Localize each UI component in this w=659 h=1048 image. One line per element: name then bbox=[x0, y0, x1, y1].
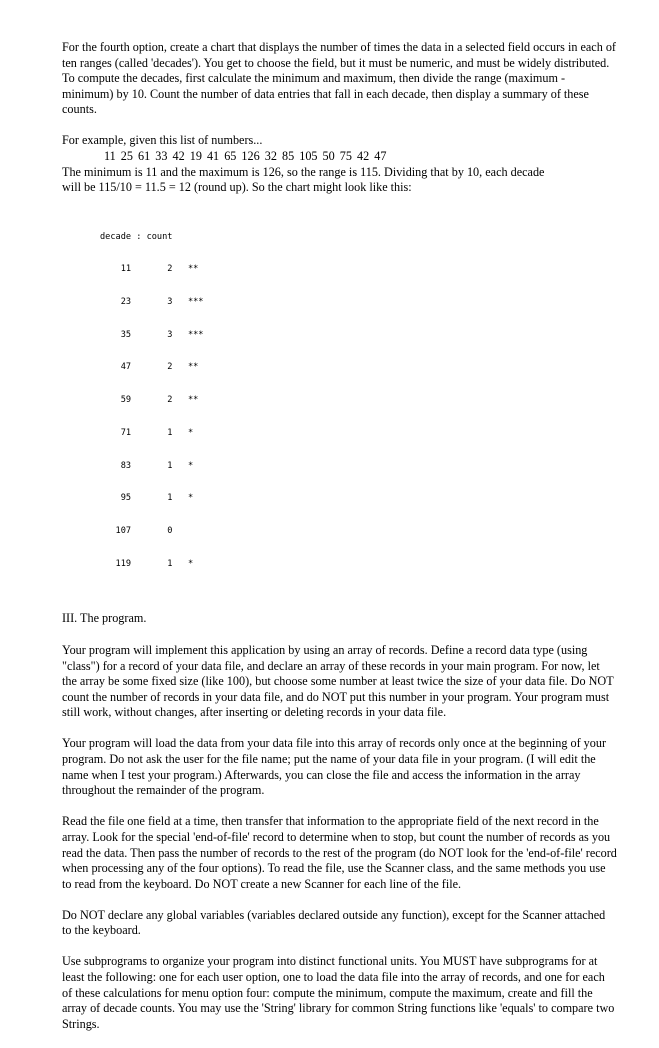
intro-paragraph: For the fourth option, create a chart that displays the number of times the data in a selected field occurs in each of ten ranges (called 'decades'). You get to choose the field, but it must be numeric, and must be widely distributed. To compute the decades, first calculate the minimum and maximum, then divide the range (maximum - minimum) by 10. Count the number of data entries that fall in each decade, then display a summary of these counts. bbox=[62, 40, 616, 117]
chart-row: 95 1 * bbox=[100, 493, 194, 504]
chart-row: 23 3 *** bbox=[100, 297, 204, 308]
global-variables-paragraph: Do NOT declare any global variables (variables declared outside any function), except for the Scanner attached to the keyboard. bbox=[62, 907, 606, 938]
example-block bbox=[62, 133, 617, 195]
min-max-line-2: will be 115/10 = 11.5 = 12 (round up). So the chart might look like this: bbox=[62, 180, 412, 195]
min-max-line-1: The minimum is 11 and the maximum is 126, so the range is 115. Dividing that by 10, each decade bbox=[62, 164, 545, 179]
section-heading: III. The program. bbox=[62, 611, 147, 626]
load-data-paragraph: Your program will load the data from your data file into this array of records only once at the beginning of your program. Do not ask the user for the file name; put the name of your data file in your program. (I will edit the name when I test your program.) Afterwards, you can close the file and access the information in the array throughout the remainder of the program. bbox=[62, 736, 607, 798]
chart-row: 59 2 ** bbox=[100, 395, 199, 406]
record-array-paragraph: Your program will implement this application by using an array of records. Define a record data type (using "class") for a record of your data file, and declare an array of these records in your main program. For now, let the array be some fixed size (like 100), but choose some number at least twice the size of your data file. Do NOT count the number of records in your data file, and do NOT put this number in your program. Your program must still work, without changes, after inserting or deleting records in your data file. bbox=[62, 642, 614, 720]
chart-row: 119 1 * bbox=[100, 558, 194, 569]
chart-header: decade : count bbox=[100, 231, 173, 242]
number-list: 11 25 61 33 42 19 41 65 126 32 85 105 50 75 42 47 bbox=[104, 149, 387, 164]
chart-row: 107 0 bbox=[100, 525, 173, 536]
document-page bbox=[62, 40, 617, 1048]
chart-row: 47 2 ** bbox=[100, 362, 199, 373]
example-label: For example, given this list of numbers... bbox=[62, 133, 263, 148]
chart-row: 83 1 * bbox=[100, 460, 194, 471]
chart-row: 35 3 *** bbox=[100, 329, 204, 340]
subprograms-paragraph: Use subprograms to organize your program into distinct functional units. You MUST have subprograms for at least the following: one for each user option, one to load the data file into the array of records, and one for each of these calculations for menu option four: compute the minimum, compute the maximum, create and fill the array of decade counts. You may use the 'String' library for common String functions like 'equals' to compare two Strings. bbox=[62, 954, 615, 1031]
chart-row: 11 2 ** bbox=[100, 264, 199, 275]
read-file-paragraph: Read the file one field at a time, then transfer that information to the appropriate field of the next record in the array. Look for the special 'end-of-file' record to determine when to stop, but count the number of records as you read the data. Then pass the number of records to the rest of the program (do NOT look for the 'end-of-file' record when processing any of the four options). To read the file, use the Scanner class, and the same methods you use to read from the keyboard. Do NOT create a new Scanner for each line of the file. bbox=[62, 814, 617, 891]
chart-row: 71 1 * bbox=[100, 427, 194, 438]
decade-count-chart bbox=[100, 210, 617, 592]
